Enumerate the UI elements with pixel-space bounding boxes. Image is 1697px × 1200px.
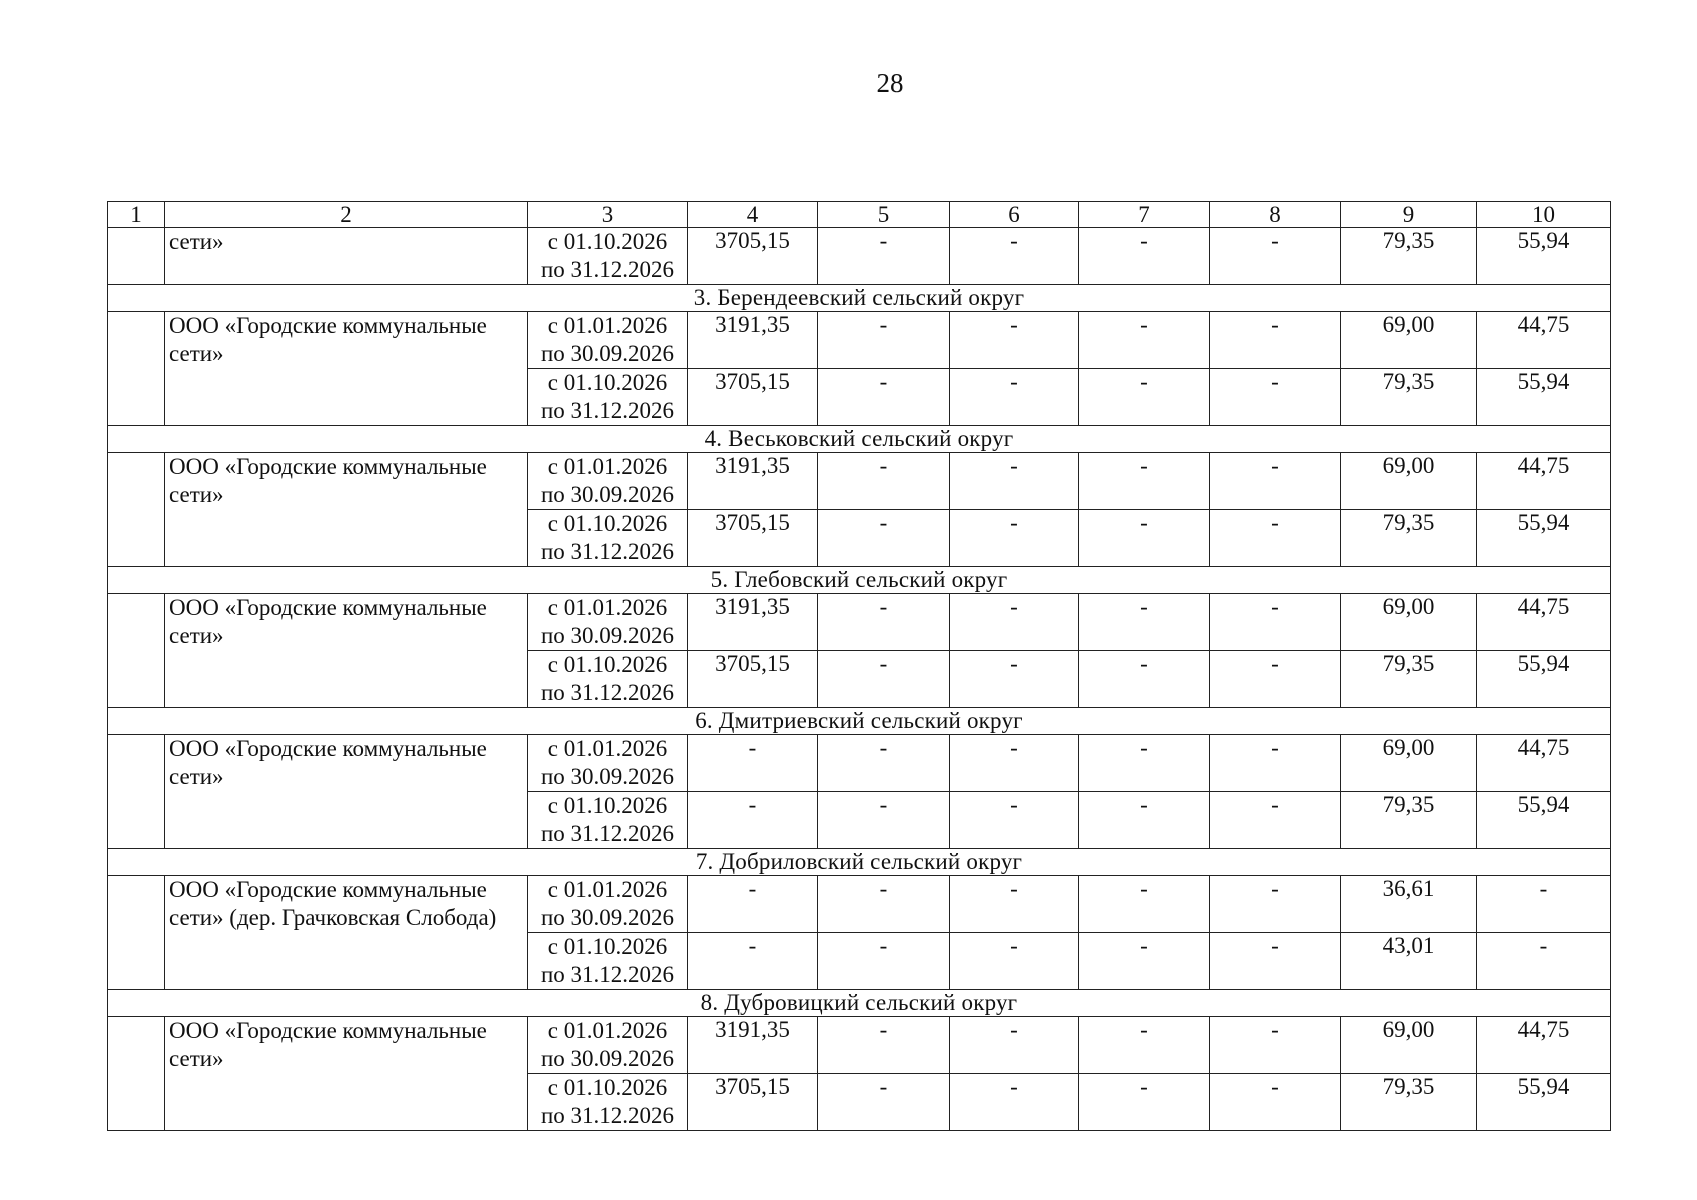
header-cell: 9 bbox=[1341, 202, 1477, 228]
value-cell: 3191,35 bbox=[688, 312, 818, 369]
period-cell bbox=[528, 1017, 688, 1074]
row-number-cell bbox=[108, 453, 165, 567]
period-to: по 30.09.2026 bbox=[540, 1046, 675, 1071]
period-to: по 30.09.2026 bbox=[540, 764, 675, 789]
table-row bbox=[108, 1017, 1611, 1074]
header-cell: 10 bbox=[1477, 202, 1611, 228]
value-cell: - bbox=[1079, 312, 1210, 369]
district-title: 4. Веськовский сельский округ bbox=[108, 426, 1611, 453]
header-cell: 8 bbox=[1210, 202, 1341, 228]
value-cell: 55,94 bbox=[1477, 369, 1611, 426]
value-cell: - bbox=[1210, 735, 1341, 792]
organization-cell: ООО «Городские коммунальные сети» bbox=[165, 735, 528, 849]
value-cell: - bbox=[1079, 510, 1210, 567]
header-cell: 7 bbox=[1079, 202, 1210, 228]
row-number-cell bbox=[108, 1017, 165, 1131]
value-cell: 79,35 bbox=[1341, 228, 1477, 285]
value-cell: 44,75 bbox=[1477, 312, 1611, 369]
header-cell: 1 bbox=[108, 202, 165, 228]
value-cell: - bbox=[1210, 1017, 1341, 1074]
value-cell: - bbox=[1210, 312, 1341, 369]
value-cell: 3705,15 bbox=[688, 1074, 818, 1131]
value-cell: - bbox=[950, 876, 1079, 933]
value-cell: - bbox=[950, 651, 1079, 708]
period-cell bbox=[528, 510, 688, 567]
value-cell: - bbox=[950, 453, 1079, 510]
period-cell bbox=[528, 228, 688, 285]
row-number-cell bbox=[108, 594, 165, 708]
value-cell: - bbox=[818, 1017, 950, 1074]
period-to: по 31.12.2026 bbox=[540, 962, 675, 987]
value-cell: - bbox=[1210, 651, 1341, 708]
value-cell: 3705,15 bbox=[688, 228, 818, 285]
value-cell: 36,61 bbox=[1341, 876, 1477, 933]
value-cell: - bbox=[1210, 933, 1341, 990]
organization-cell: ООО «Городские коммунальные сети» (дер. Грачковская Слобода) bbox=[165, 876, 528, 990]
value-cell: - bbox=[818, 594, 950, 651]
value-cell: - bbox=[688, 792, 818, 849]
value-cell: - bbox=[688, 933, 818, 990]
header-cell: 6 bbox=[950, 202, 1079, 228]
value-cell: - bbox=[688, 876, 818, 933]
period-to: по 31.12.2026 bbox=[540, 257, 675, 282]
value-cell: 3191,35 bbox=[688, 594, 818, 651]
value-cell: - bbox=[818, 228, 950, 285]
value-cell: - bbox=[950, 1017, 1079, 1074]
table-row bbox=[108, 312, 1611, 369]
value-cell: - bbox=[950, 1074, 1079, 1131]
value-cell: - bbox=[950, 312, 1079, 369]
header-cell: 2 bbox=[165, 202, 528, 228]
value-cell: - bbox=[1079, 933, 1210, 990]
value-cell: - bbox=[1079, 876, 1210, 933]
value-cell: - bbox=[688, 735, 818, 792]
period-to: по 30.09.2026 bbox=[540, 341, 675, 366]
value-cell: 44,75 bbox=[1477, 594, 1611, 651]
value-cell: 69,00 bbox=[1341, 594, 1477, 651]
value-cell: 3191,35 bbox=[688, 453, 818, 510]
value-cell: - bbox=[1079, 735, 1210, 792]
value-cell: 44,75 bbox=[1477, 1017, 1611, 1074]
period-to: по 31.12.2026 bbox=[540, 821, 675, 846]
value-cell: - bbox=[818, 792, 950, 849]
value-cell: 55,94 bbox=[1477, 1074, 1611, 1131]
value-cell: 79,35 bbox=[1341, 651, 1477, 708]
row-number-cell bbox=[108, 735, 165, 849]
organization-cell: ООО «Городские коммунальные сети» bbox=[165, 453, 528, 567]
value-cell: 79,35 bbox=[1341, 1074, 1477, 1131]
value-cell: - bbox=[1210, 792, 1341, 849]
page-number: 28 bbox=[876, 68, 904, 98]
value-cell: - bbox=[1079, 453, 1210, 510]
period-from: с 01.10.2026 bbox=[547, 229, 668, 254]
district-title: 7. Добриловский сельский округ bbox=[108, 849, 1611, 876]
period-to: по 31.12.2026 bbox=[540, 680, 675, 705]
period-from: с 01.01.2026 bbox=[547, 454, 668, 479]
district-row bbox=[108, 990, 1611, 1017]
value-cell: - bbox=[818, 510, 950, 567]
value-cell: 44,75 bbox=[1477, 453, 1611, 510]
value-cell: - bbox=[1079, 651, 1210, 708]
value-cell: 55,94 bbox=[1477, 510, 1611, 567]
period-from: с 01.01.2026 bbox=[547, 313, 668, 338]
value-cell: 3705,15 bbox=[688, 369, 818, 426]
value-cell: - bbox=[1079, 1074, 1210, 1131]
district-title: 8. Дубровицкий сельский округ bbox=[108, 990, 1611, 1017]
period-cell bbox=[528, 735, 688, 792]
value-cell: 79,35 bbox=[1341, 369, 1477, 426]
value-cell: - bbox=[950, 792, 1079, 849]
value-cell: - bbox=[1210, 510, 1341, 567]
organization-cell: сети» bbox=[165, 228, 528, 285]
period-to: по 31.12.2026 bbox=[540, 398, 675, 423]
period-to: по 31.12.2026 bbox=[540, 1103, 675, 1128]
district-row bbox=[108, 426, 1611, 453]
value-cell: - bbox=[1477, 933, 1611, 990]
value-cell: 3191,35 bbox=[688, 1017, 818, 1074]
period-cell bbox=[528, 876, 688, 933]
table-row bbox=[108, 228, 1611, 285]
value-cell: - bbox=[818, 651, 950, 708]
value-cell: 55,94 bbox=[1477, 228, 1611, 285]
district-row bbox=[108, 285, 1611, 312]
period-cell bbox=[528, 594, 688, 651]
period-cell bbox=[528, 1074, 688, 1131]
period-to: по 30.09.2026 bbox=[540, 482, 675, 507]
value-cell: 3705,15 bbox=[688, 510, 818, 567]
value-cell: - bbox=[1210, 594, 1341, 651]
period-from: с 01.10.2026 bbox=[547, 370, 668, 395]
value-cell: - bbox=[818, 312, 950, 369]
organization-cell: ООО «Городские коммунальные сети» bbox=[165, 1017, 528, 1131]
period-from: с 01.10.2026 bbox=[547, 934, 668, 959]
value-cell: - bbox=[1079, 228, 1210, 285]
period-from: с 01.01.2026 bbox=[547, 1018, 668, 1043]
value-cell: - bbox=[1210, 876, 1341, 933]
period-from: с 01.01.2026 bbox=[547, 736, 668, 761]
table-header-row bbox=[108, 202, 1611, 228]
value-cell: - bbox=[1210, 1074, 1341, 1131]
organization-cell: ООО «Городские коммунальные сети» bbox=[165, 594, 528, 708]
value-cell: 79,35 bbox=[1341, 510, 1477, 567]
period-cell bbox=[528, 792, 688, 849]
tariff-table bbox=[107, 201, 1611, 1131]
row-number-cell bbox=[108, 876, 165, 990]
table-body bbox=[108, 202, 1611, 1131]
value-cell: 43,01 bbox=[1341, 933, 1477, 990]
value-cell: 79,35 bbox=[1341, 792, 1477, 849]
district-title: 6. Дмитриевский сельский округ bbox=[108, 708, 1611, 735]
header-cell: 5 bbox=[818, 202, 950, 228]
district-title: 5. Глебовский сельский округ bbox=[108, 567, 1611, 594]
table-row bbox=[108, 876, 1611, 933]
district-title: 3. Берендеевский сельский округ bbox=[108, 285, 1611, 312]
row-number-cell bbox=[108, 312, 165, 426]
header-cell: 4 bbox=[688, 202, 818, 228]
value-cell: - bbox=[818, 876, 950, 933]
period-from: с 01.10.2026 bbox=[547, 511, 668, 536]
value-cell: 69,00 bbox=[1341, 453, 1477, 510]
value-cell: 44,75 bbox=[1477, 735, 1611, 792]
period-cell bbox=[528, 369, 688, 426]
district-row bbox=[108, 708, 1611, 735]
value-cell: - bbox=[1210, 369, 1341, 426]
period-from: с 01.01.2026 bbox=[547, 595, 668, 620]
period-from: с 01.10.2026 bbox=[547, 652, 668, 677]
value-cell: - bbox=[818, 1074, 950, 1131]
value-cell: - bbox=[1210, 453, 1341, 510]
period-cell bbox=[528, 453, 688, 510]
value-cell: - bbox=[1210, 228, 1341, 285]
value-cell: 55,94 bbox=[1477, 792, 1611, 849]
value-cell: - bbox=[818, 453, 950, 510]
value-cell: - bbox=[1079, 1017, 1210, 1074]
period-to: по 30.09.2026 bbox=[540, 623, 675, 648]
value-cell: - bbox=[950, 594, 1079, 651]
table-row bbox=[108, 453, 1611, 510]
value-cell: - bbox=[818, 369, 950, 426]
value-cell: 69,00 bbox=[1341, 1017, 1477, 1074]
value-cell: - bbox=[818, 933, 950, 990]
period-from: с 01.01.2026 bbox=[547, 877, 668, 902]
value-cell: - bbox=[950, 933, 1079, 990]
value-cell: - bbox=[950, 228, 1079, 285]
value-cell: - bbox=[950, 510, 1079, 567]
period-cell bbox=[528, 651, 688, 708]
value-cell: 55,94 bbox=[1477, 651, 1611, 708]
table-row bbox=[108, 735, 1611, 792]
header-cell: 3 bbox=[528, 202, 688, 228]
value-cell: - bbox=[1477, 876, 1611, 933]
value-cell: - bbox=[950, 369, 1079, 426]
district-row bbox=[108, 849, 1611, 876]
value-cell: - bbox=[950, 735, 1079, 792]
value-cell: - bbox=[1079, 792, 1210, 849]
value-cell: 3705,15 bbox=[688, 651, 818, 708]
period-to: по 31.12.2026 bbox=[540, 539, 675, 564]
period-from: с 01.10.2026 bbox=[547, 793, 668, 818]
value-cell: 69,00 bbox=[1341, 312, 1477, 369]
value-cell: - bbox=[1079, 594, 1210, 651]
district-row bbox=[108, 567, 1611, 594]
value-cell: - bbox=[1079, 369, 1210, 426]
period-from: с 01.10.2026 bbox=[547, 1075, 668, 1100]
period-cell bbox=[528, 312, 688, 369]
period-cell bbox=[528, 933, 688, 990]
period-to: по 30.09.2026 bbox=[540, 905, 675, 930]
row-number-cell bbox=[108, 228, 165, 285]
table-row bbox=[108, 594, 1611, 651]
value-cell: 69,00 bbox=[1341, 735, 1477, 792]
value-cell: - bbox=[818, 735, 950, 792]
organization-cell: ООО «Городские коммунальные сети» bbox=[165, 312, 528, 426]
